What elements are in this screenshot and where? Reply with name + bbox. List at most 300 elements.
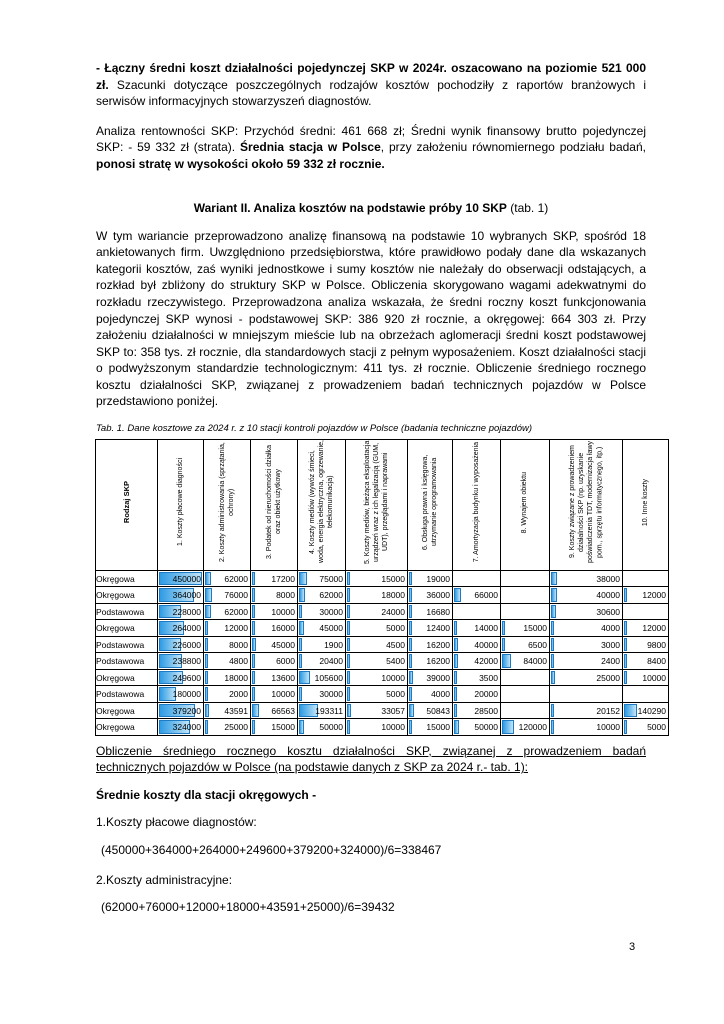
cell-value: 13600 (271, 672, 295, 683)
cell-content (550, 571, 622, 587)
data-bar (551, 572, 557, 586)
cell-value: 2400 (601, 656, 620, 667)
cell-content (550, 587, 622, 603)
data-bar (299, 588, 305, 602)
cell-content (204, 686, 250, 702)
table-cell (408, 719, 453, 736)
table-cell (158, 719, 204, 736)
cell-value: 1900 (324, 639, 343, 650)
calculation-section (96, 743, 646, 916)
table-cell (623, 686, 669, 703)
table-cell (251, 570, 298, 587)
header-col-10 (623, 439, 669, 570)
table-body (96, 570, 669, 735)
cell-content (408, 620, 452, 636)
cell-content (550, 620, 622, 636)
cell-content (298, 620, 345, 636)
cell-value: 20400 (319, 656, 343, 667)
data-bar (205, 605, 211, 619)
cell-content (346, 670, 407, 686)
text-run: Wariant II. Analiza kosztów na podstawie próby 10 SKP (193, 201, 507, 216)
cell-content (550, 653, 622, 669)
cell-value: 30600 (596, 606, 620, 617)
data-bar (454, 671, 457, 685)
data-bar (502, 638, 505, 652)
table-cell (453, 587, 501, 604)
data-bar (551, 704, 554, 718)
paragraph-analysis (96, 228, 646, 410)
text-run: - Łączny średni koszt działalności pojedynczej SKP w 2024r. oszacowano na poziomie 521 000 zł. (96, 61, 646, 92)
cell-content (204, 653, 250, 669)
cell-value: 379200 (172, 705, 201, 716)
cell-content (501, 637, 549, 653)
cell-value: 249600 (172, 672, 201, 683)
data-bar (454, 654, 458, 668)
cell-content (501, 620, 549, 636)
data-bar (252, 687, 255, 701)
cell-content (550, 686, 622, 702)
data-bar (502, 621, 505, 635)
cell-content (251, 703, 297, 719)
text-run: , przy założeniu równomiernego podziału badań, (380, 140, 646, 155)
data-bar (502, 654, 511, 668)
cell-value: 50000 (474, 722, 498, 733)
cell-value: 120000 (518, 722, 547, 733)
table-cell (453, 719, 501, 736)
row-type-cell: Podstawowa (96, 686, 158, 703)
table-cell (158, 669, 204, 686)
cell-content (298, 653, 345, 669)
cell-value: 50000 (319, 722, 343, 733)
data-bar (299, 654, 302, 668)
table-caption: Tab. 1. Dane kosztowe za 2024 r. z 10 stacji kontroli pojazdów w Polsce (badania techniczne pojazdów) (96, 422, 533, 434)
table-cell (158, 686, 204, 703)
cell-content (346, 653, 407, 669)
cell-value: 66000 (474, 590, 498, 601)
data-bar (409, 687, 412, 701)
table-row (96, 702, 669, 719)
cell-value: 15000 (271, 722, 295, 733)
cell-value: 45000 (271, 639, 295, 650)
cell-content (623, 604, 668, 620)
table-cell (298, 620, 346, 637)
table-cell (501, 603, 550, 620)
cell-value: 16680 (426, 606, 450, 617)
cell-value: 76000 (224, 590, 248, 601)
cell-value: 6500 (528, 639, 547, 650)
data-bar (252, 588, 255, 602)
cell-value: 10000 (596, 722, 620, 733)
cell-content (346, 686, 407, 702)
data-bar (551, 605, 556, 619)
cell-value: 62000 (319, 590, 343, 601)
table-cell (501, 587, 550, 604)
cell-value: 62000 (224, 606, 248, 617)
table-cell (501, 719, 550, 736)
header-label: Rodzaj SKP (121, 481, 131, 524)
cell-content (453, 604, 500, 620)
table-cell (453, 686, 501, 703)
data-bar (551, 654, 554, 668)
table-cell (204, 686, 251, 703)
cell-content (346, 703, 407, 719)
cell-content (453, 719, 500, 735)
cell-content (251, 719, 297, 735)
cell-content (408, 686, 452, 702)
data-bar (409, 671, 413, 685)
cell-content (408, 670, 452, 686)
cell-value: 75000 (319, 573, 343, 584)
cell-content (453, 686, 500, 702)
cell-content (204, 620, 250, 636)
cell-value: 238800 (172, 656, 201, 667)
cell-content (158, 686, 203, 702)
table-cell (251, 636, 298, 653)
table-cell (298, 653, 346, 670)
data-bar (454, 687, 457, 701)
cell-content (408, 587, 452, 603)
cell-value: 4500 (386, 639, 405, 650)
cell-content (346, 719, 407, 735)
table-cell (550, 686, 623, 703)
cell-value: 3500 (479, 672, 498, 683)
cell-content (623, 703, 668, 719)
data-bar (551, 621, 554, 635)
table-cell (251, 620, 298, 637)
table-cell (501, 636, 550, 653)
table-cell (204, 603, 251, 620)
table-cell (550, 570, 623, 587)
table-cell (158, 636, 204, 653)
item1-formula: (450000+364000+264000+249600+379200+324000)/6=338467 (101, 843, 442, 858)
data-bar (624, 704, 637, 718)
cell-value: 10000 (271, 606, 295, 617)
data-bar (205, 588, 212, 602)
data-bar (347, 687, 350, 701)
data-bar (252, 572, 255, 586)
row-type-cell: Okręgowa (96, 620, 158, 637)
table-cell (298, 669, 346, 686)
cell-content (204, 670, 250, 686)
data-bar (551, 638, 554, 652)
data-bar (454, 638, 458, 652)
data-bar (409, 621, 412, 635)
item2-formula: (62000+76000+12000+18000+43591+25000)/6=39432 (101, 900, 395, 915)
data-bar (624, 588, 627, 602)
row-type-cell: Podstawowa (96, 653, 158, 670)
table-cell (346, 587, 408, 604)
table-cell (298, 702, 346, 719)
header-col-8 (501, 439, 550, 570)
data-bar (205, 654, 208, 668)
header-col-3 (251, 439, 298, 570)
cell-content (204, 703, 250, 719)
cell-value: 30000 (319, 606, 343, 617)
table-row (96, 686, 669, 703)
cell-content (501, 571, 549, 587)
table-cell (408, 570, 453, 587)
table-cell (298, 636, 346, 653)
table-cell (501, 702, 550, 719)
cell-value: 5000 (386, 689, 405, 700)
data-bar (252, 654, 255, 668)
cell-value: 62000 (224, 573, 248, 584)
cell-value: 10000 (381, 722, 405, 733)
header-label: 6. Obsługa prawna i księgowa, utrzymanie oprogramowania (421, 454, 438, 551)
cell-value: 25000 (224, 722, 248, 733)
table-cell (623, 702, 669, 719)
cell-content (623, 571, 668, 587)
paragraph-profitability (96, 123, 646, 173)
cell-value: 12400 (426, 623, 450, 634)
data-bar (252, 621, 255, 635)
cell-content (550, 604, 622, 620)
cell-value: 193311 (315, 705, 343, 716)
cell-content (298, 719, 345, 735)
data-bar (299, 621, 304, 635)
cell-content (453, 670, 500, 686)
cell-value: 10000 (271, 689, 295, 700)
cost-data-table (95, 439, 669, 736)
cell-content (251, 670, 297, 686)
table-cell (346, 620, 408, 637)
data-bar (347, 588, 350, 602)
cell-value: 38000 (596, 573, 620, 584)
cell-content (408, 571, 452, 587)
header-label: 5. Koszty mediów, bieżąca eksploatacja urządzeń wraz z ich legalizacją (GUM, UDT), przeglądami i naprawami (363, 440, 390, 565)
data-bar (409, 588, 412, 602)
table-cell (346, 603, 408, 620)
table-cell (501, 653, 550, 670)
cell-value: 4000 (601, 623, 620, 634)
data-bar (454, 704, 457, 718)
table-cell (623, 669, 669, 686)
data-bar (299, 572, 307, 586)
cell-content (251, 686, 297, 702)
cell-content (346, 604, 407, 620)
data-bar (205, 720, 208, 734)
text-run: Analiza rentowności SKP: Przychód średni: 461 668 zł; Średni wynik finansowy brutto pojedynczej SKP: - 59 332 zł (strata). (96, 123, 646, 155)
data-bar (624, 720, 627, 734)
header-col-7 (453, 439, 501, 570)
cell-content (158, 571, 203, 587)
cell-value: 28500 (474, 705, 498, 716)
table-cell (298, 587, 346, 604)
header-col-9 (550, 439, 623, 570)
cell-content (346, 571, 407, 587)
cell-value: 84000 (523, 656, 547, 667)
cell-value: 3000 (601, 639, 620, 650)
item1-label: 1.Koszty płacowe diagnostów: (96, 815, 257, 830)
cell-value: 105600 (314, 672, 343, 683)
row-type-cell: Okręgowa (96, 570, 158, 587)
row-type-cell: Podstawowa (96, 636, 158, 653)
header-col-1 (158, 439, 204, 570)
table-cell (501, 620, 550, 637)
cell-content (251, 571, 297, 587)
cell-value: 20000 (474, 689, 498, 700)
table-cell (346, 702, 408, 719)
cell-value: 50843 (426, 705, 450, 716)
header-col-6 (408, 439, 453, 570)
cell-content (298, 571, 345, 587)
cell-content (298, 703, 345, 719)
section-heading-wariant-2 (96, 200, 646, 217)
table-cell (550, 603, 623, 620)
cell-content (550, 703, 622, 719)
cell-value: 5400 (386, 656, 405, 667)
data-bar (299, 720, 304, 734)
cell-content (204, 571, 250, 587)
cell-value: 8000 (276, 590, 295, 601)
item2-label: 2.Koszty administracyjne: (96, 872, 233, 887)
table-cell (623, 570, 669, 587)
table-cell (408, 686, 453, 703)
cell-content (298, 686, 345, 702)
table-cell (346, 653, 408, 670)
table-row (96, 719, 669, 736)
calculation-heading: Obliczenie średniego rocznego kosztu działalności SKP, związanej z prowadzeniem badań technicznych pojazdów w Polsce (na podstawie danych z SKP za 2024 r.- tab. 1): (96, 743, 646, 775)
cell-value: 9800 (647, 639, 666, 650)
cell-content (158, 604, 203, 620)
row-type-cell: Podstawowa (96, 603, 158, 620)
cell-value: 17200 (271, 573, 295, 584)
table-cell (204, 653, 251, 670)
table-row (96, 636, 669, 653)
table-cell (453, 669, 501, 686)
cell-content (550, 670, 622, 686)
data-bar (205, 572, 211, 586)
table-cell (251, 669, 298, 686)
table-cell (346, 636, 408, 653)
table-cell (158, 603, 204, 620)
data-bar (347, 572, 350, 586)
page-content (96, 60, 666, 929)
data-bar (409, 654, 412, 668)
table-cell (204, 587, 251, 604)
header-label: 1. Koszty płacowe diagności (176, 458, 184, 547)
header-label: 9. Koszty związane z prowadzeniem działalności SKP (np. uzyskanie poświadczenia TDT, modernizacja ławy pom., sprzętu informatycznego, itp.) (568, 441, 604, 564)
cell-value: 24000 (381, 606, 405, 617)
cell-value: 39000 (426, 672, 450, 683)
text-run: ponosi stratę w wysokości około 59 332 zł rocznie. (96, 156, 385, 171)
cell-content (204, 587, 250, 603)
table-cell (298, 570, 346, 587)
cell-content (453, 637, 500, 653)
table-cell (453, 620, 501, 637)
cell-content (158, 637, 203, 653)
data-bar (624, 654, 627, 668)
cell-value: 10000 (642, 672, 666, 683)
table-cell (251, 603, 298, 620)
data-bar (205, 704, 209, 718)
data-bar (409, 638, 412, 652)
table-cell (453, 653, 501, 670)
table-cell (550, 719, 623, 736)
cell-value: 450000 (172, 573, 201, 584)
cell-content (298, 587, 345, 603)
cell-content (158, 670, 203, 686)
header-label: 4. Koszty mediów (wywóz śmieci, woda, energia elektryczna, ogrzewanie, telekomunikacja) (308, 440, 335, 564)
table-row (96, 570, 669, 587)
row-type-cell: Okręgowa (96, 587, 158, 604)
cell-value: 15000 (523, 623, 547, 634)
cell-content (501, 670, 549, 686)
table-cell (408, 636, 453, 653)
row-type-cell: Okręgowa (96, 669, 158, 686)
table-row (96, 653, 669, 670)
table-cell (623, 719, 669, 736)
cell-value: 226000 (172, 639, 201, 650)
cell-value: 42000 (474, 656, 498, 667)
cell-value: 45000 (319, 623, 343, 634)
data-bar (624, 671, 627, 685)
table-cell (623, 620, 669, 637)
cell-value: 19000 (426, 573, 450, 584)
header-col-4 (298, 439, 346, 570)
cell-content (550, 719, 622, 735)
table-cell (251, 686, 298, 703)
data-bar (252, 605, 255, 619)
cell-content (158, 719, 203, 735)
cell-content (346, 637, 407, 653)
cell-value: 12000 (224, 623, 248, 634)
cell-content (623, 719, 668, 735)
data-bar (205, 621, 208, 635)
table-row (96, 603, 669, 620)
table-cell (251, 587, 298, 604)
cell-content (623, 686, 668, 702)
data-bar (347, 638, 350, 652)
cell-value: 25000 (596, 672, 620, 683)
table-cell (408, 653, 453, 670)
table-cell (453, 702, 501, 719)
cell-content (501, 719, 549, 735)
cell-value: 16200 (426, 656, 450, 667)
cell-content (346, 620, 407, 636)
cell-value: 14000 (474, 623, 498, 634)
table-cell (158, 653, 204, 670)
cell-value: 324000 (172, 722, 201, 733)
cell-content (453, 571, 500, 587)
cell-content (408, 719, 452, 735)
header-col-2 (204, 439, 251, 570)
cell-value: 6000 (276, 656, 295, 667)
data-bar (409, 572, 412, 586)
cell-value: 33057 (381, 705, 405, 716)
table-cell (408, 702, 453, 719)
table-cell (550, 702, 623, 719)
table-cell (501, 570, 550, 587)
cell-content (550, 637, 622, 653)
table-cell (204, 702, 251, 719)
header-label: 7. Amortyzacja budynku i wyposażenia (472, 442, 480, 563)
data-bar (347, 621, 350, 635)
cell-content (623, 653, 668, 669)
data-bar (347, 704, 351, 718)
cell-value: 66563 (271, 705, 295, 716)
cell-value: 40000 (474, 639, 498, 650)
cell-value: 140290 (637, 705, 666, 716)
header-rodzaj-skp (96, 439, 158, 570)
table-cell (623, 587, 669, 604)
cell-content (408, 637, 452, 653)
table-cell (408, 603, 453, 620)
table-cell (623, 603, 669, 620)
cell-content (158, 620, 203, 636)
table-cell (408, 587, 453, 604)
text-run: W tym wariancie przeprowadzono analizę finansową na podstawie 10 wybranych SKP, spośród 18 ankietowanych firm. Uwzględniono przedsiębiorstwa, które prawidłowo podały dane dla wskazanych kategorii kosztów, zaś wyniki jednostkowe i sumy kosztów nie należały do obserwacji odstających, a rozkład był zbliżony do struktury SKP w Polsce. Obliczenia skorygowano wagami adekwatnymi do rozkładu rzeczywistego. Przeprowadzona analiza wskazała, że średni roczny koszt funkcjonowania pojedynczej SKP wynosi - podstawowej SKP: 386 920 zł rocznie, a okręgowej: 664 303 zł. Przy założeniu działalności w mniejszym mieście lub na obrzeżach aglomeracji średni koszt podstawowej SKP to: 358 tys. zł rocznie, dla standardowych stacji z pełnym wyposażeniem. Koszt działalności stacji o podwyższonym standardzie technologicznym: 411 tys. zł rocznie. Obliczenie średniego rocznego kosztu działalności SKP, związanej z prowadzeniem badań technicznych pojazdów w Polsce przedstawiono poniżej. (96, 228, 646, 409)
